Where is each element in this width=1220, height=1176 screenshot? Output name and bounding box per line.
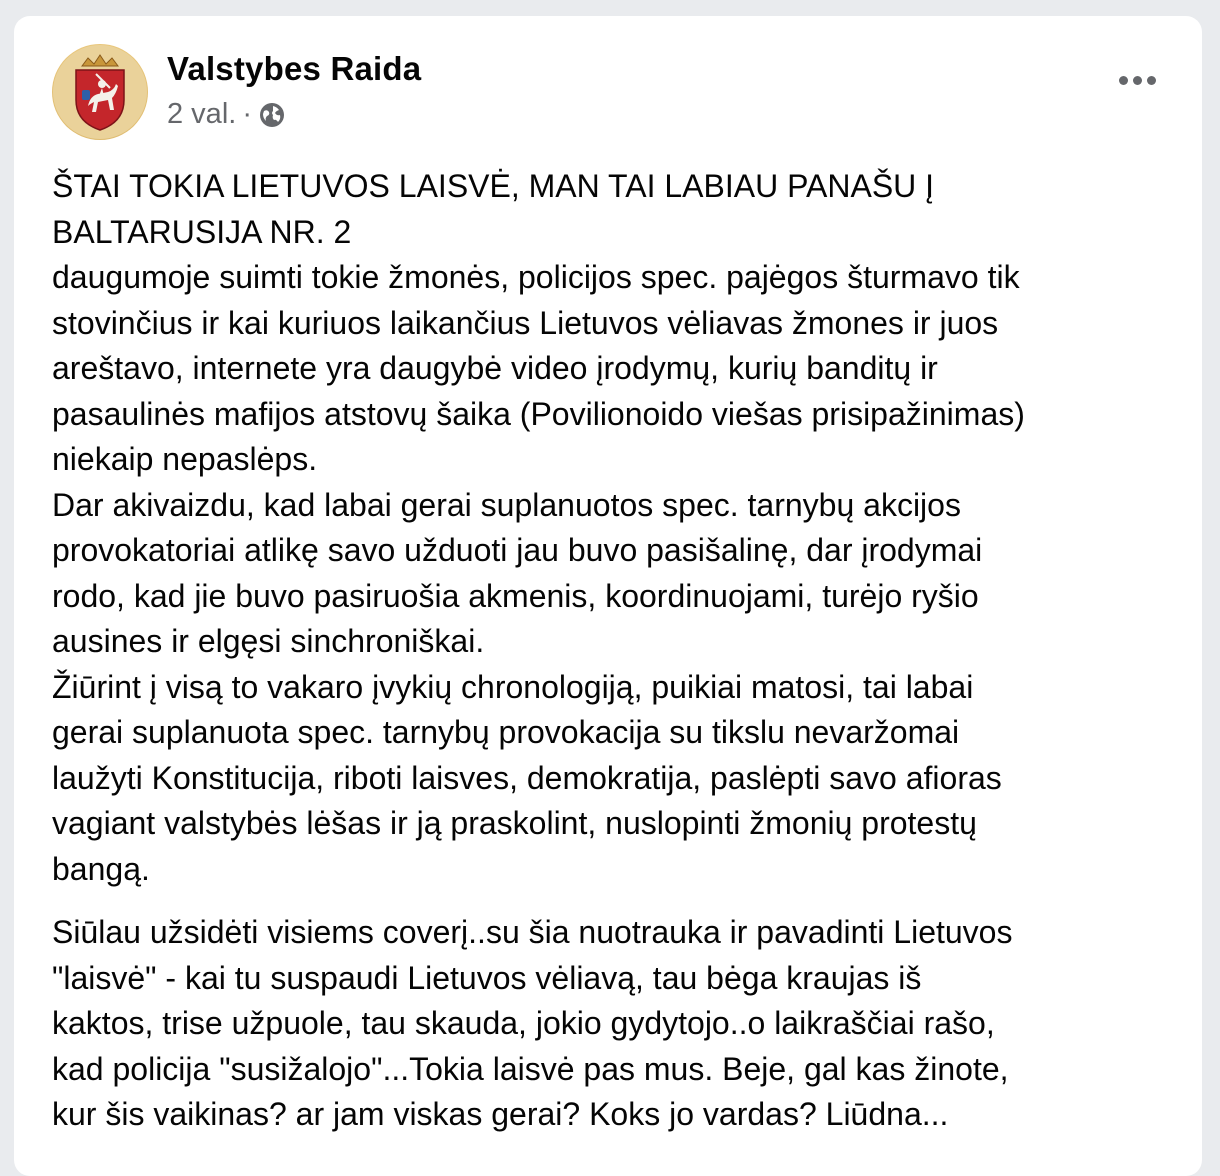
post-text-line: vagiant valstybės lėšas ir ją praskolint, nuslopinti žmonių protestų <box>52 805 977 841</box>
post-card <box>14 16 1202 1176</box>
post-text-line: provokatoriai atlikę savo užduoti jau buvo pasišalinę, dar įrodymai <box>52 532 983 568</box>
post-text-line: Dar akivaizdu, kad labai gerai suplanuotos spec. tarnybų akcijos <box>52 486 961 523</box>
post-text-line: stovinčius ir kai kuriuos laikančius Lietuvos vėliavas žmones ir juos <box>52 304 999 341</box>
meta-separator: · <box>242 98 252 130</box>
post-text-line: areštavo, internete yra daugybė video įrodymų, kurių banditų ir <box>52 350 938 386</box>
post-text-line: Siūlau užsidėti visiems coverį..su šia nuotrauka ir pavadinti Lietuvos <box>52 914 1013 950</box>
post-text-line: BALTARUSIJA NR. 2 <box>52 213 352 250</box>
post-author[interactable]: Valstybes Raida <box>167 50 422 87</box>
post-text-line: "laisvė" - kai tu suspaudi Lietuvos vėliavą, tau bėga kraujas iš <box>52 959 922 996</box>
post-meta <box>167 98 286 131</box>
post-text-line: gerai suplanuota spec. tarnybų provokacija su tikslu nevaržomai <box>52 714 960 750</box>
post-text-line: Žiūrint į visą to vakaro įvykių chronologiją, puikiai matosi, tai labai <box>52 668 974 705</box>
post-paragraph-1 <box>52 164 1182 892</box>
coat-of-arms-vytis-icon <box>52 44 148 140</box>
post-text-line: laužyti Konstitucija, riboti laisves, demokratija, paslėpti savo afioras <box>52 759 1002 796</box>
page-avatar[interactable] <box>52 44 148 140</box>
post-body <box>52 164 1182 1138</box>
post-text-line: pasaulinės mafijos atstovų šaika (Povilionoido viešas prisipažinimas) <box>52 395 1025 432</box>
post-text-line: bangą. <box>52 850 150 887</box>
post-text-line: daugumoje suimti tokie žmonės, policijos spec. pajėgos šturmavo tik <box>52 259 1020 295</box>
post-text-line: niekaip nepaslėps. <box>52 441 318 477</box>
post-text-line: kad policija "susižalojo"...Tokia laisvė pas mus. Beje, gal kas žinote, <box>52 1050 1009 1087</box>
globe-icon[interactable] <box>258 101 286 129</box>
post-paragraph-2 <box>52 910 1182 1138</box>
post-text-line: rodo, kad jie buvo pasiruošia akmenis, koordinuojami, turėjo ryšio <box>52 577 979 614</box>
more-options-icon[interactable] <box>1119 76 1156 85</box>
post-text-line: kur šis vaikinas? ar jam viskas gerai? Koks jo vardas? Liūdna... <box>52 1096 949 1132</box>
post-text-line: ausines ir elgęsi sinchroniškai. <box>52 623 485 659</box>
post-time[interactable]: 2 val. <box>167 98 237 130</box>
post-text-line: ŠTAI TOKIA LIETUVOS LAISVĖ, MAN TAI LABIAU PANAŠU Į <box>52 168 935 204</box>
post-text-line: kaktos, trise užpuole, tau skauda, jokio gydytojo..o laikraščiai rašo, <box>52 1005 995 1041</box>
